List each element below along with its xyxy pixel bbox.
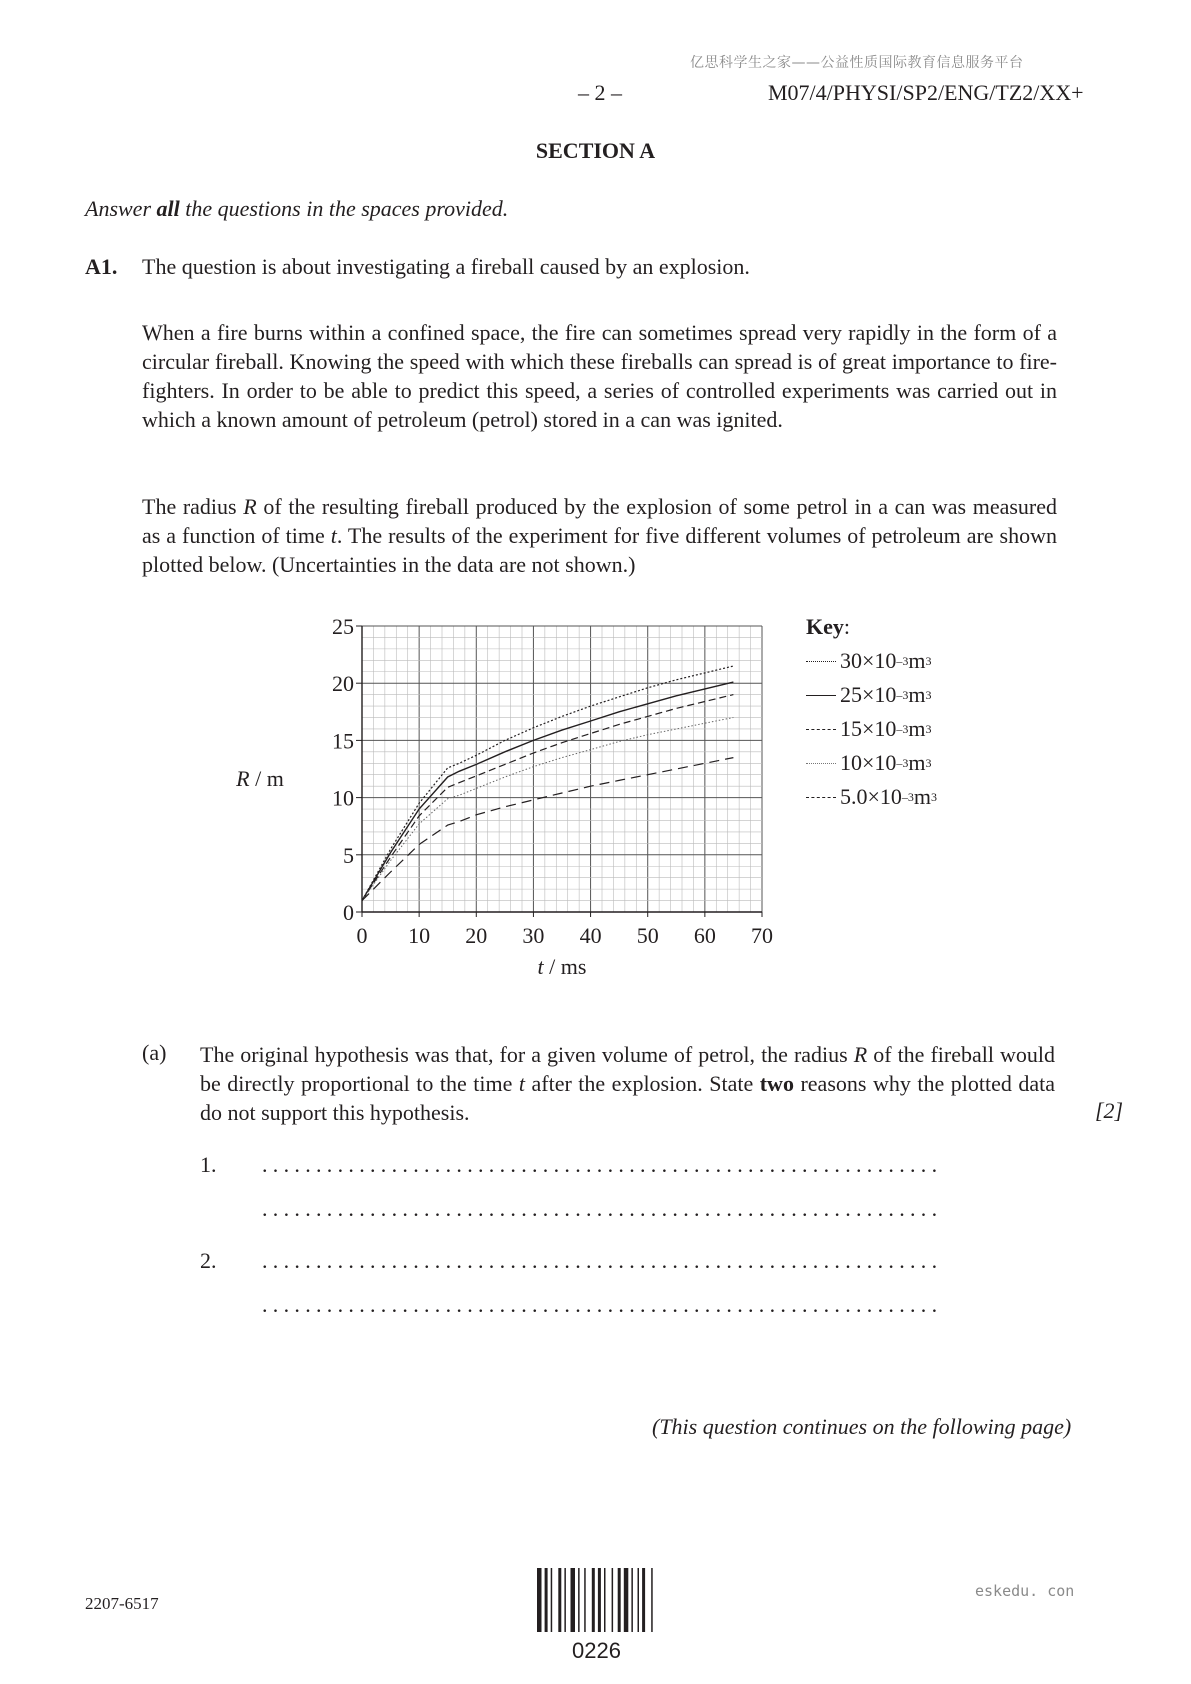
barcode-bar	[624, 1568, 629, 1632]
answer-number-1: 1.	[200, 1152, 217, 1177]
barcode-bar	[604, 1568, 606, 1632]
line-swatch-icon	[806, 763, 836, 764]
site-watermark: eskedu. con	[975, 1582, 1075, 1600]
answer-line[interactable]: ...............................................................	[262, 1248, 943, 1273]
barcode-bar	[642, 1568, 645, 1632]
barcode-bar	[631, 1568, 633, 1632]
part-a-label: (a)	[142, 1040, 167, 1065]
line-swatch-icon	[806, 797, 836, 798]
chart-grid	[362, 626, 762, 912]
barcode-bar	[564, 1568, 566, 1632]
series-line-5	[362, 758, 733, 901]
key-item-5: 5.0×10 –3 m 3	[806, 784, 937, 810]
y-tick-label: 15	[332, 728, 354, 754]
barcode-bar	[618, 1568, 621, 1632]
chart-svg	[200, 610, 800, 990]
paper-code: M07/4/PHYSI/SP2/ENG/TZ2/XX+	[768, 80, 1084, 105]
question-number: A1.	[85, 254, 118, 279]
y-tick-label: 10	[332, 785, 354, 811]
footer-code: 2207-6517	[85, 1594, 159, 1613]
barcode-icon	[537, 1568, 667, 1637]
x-tick-label: 50	[636, 923, 659, 948]
key-item-15: 15×10 –3 m 3	[806, 716, 932, 742]
barcode-bar	[612, 1568, 614, 1632]
barcode-bar	[545, 1568, 548, 1632]
barcode-number: 0226	[572, 1638, 621, 1663]
barcode-bar	[558, 1568, 561, 1632]
x-tick-label: 40	[579, 923, 602, 948]
question-paragraph-2: The radius R of the resulting fireball produced by the explosion of some petrol in a can was measured as a function of time t. The results of the experiment for five different volumes of petroleum are shown plotted below. (Uncertainties in the data are not shown.)	[142, 494, 1057, 577]
series-line-2	[362, 682, 733, 901]
x-tick-label: 70	[751, 923, 773, 948]
line-swatch-icon	[806, 729, 836, 730]
fireball-chart	[200, 610, 800, 995]
key-item-10: 10×10 –3 m 3	[806, 750, 932, 776]
y-tick-label: 0	[343, 900, 354, 925]
section-title: SECTION A	[535, 138, 656, 163]
question-intro: The question is about investigating a fireball caused by an explosion.	[142, 254, 750, 279]
key-title: Key:	[806, 614, 851, 639]
x-tick-label: 0	[356, 923, 368, 948]
x-tick-label: 60	[693, 923, 716, 948]
y-tick-label: 25	[332, 614, 354, 639]
watermark-text: 亿思科学生之家——公益性质国际教育信息服务平台	[690, 55, 1024, 71]
answer-line[interactable]: ...............................................................	[262, 1152, 943, 1177]
y-tick-label: 20	[332, 671, 354, 697]
question-paragraph-1: When a fire burns within a confined space, the fire can sometimes spread very rapidly in the form of a circular fireball. Knowing the speed with which these fireballs can spread is of great importance to fire-fighters. In order to be able to predict this speed, a series of controlled experiments was carried out in which a known amount of petroleum (petrol) stored in a can was ignited.	[142, 320, 1057, 432]
marks-indicator: [2]	[1095, 1098, 1124, 1123]
answer-line[interactable]: ...............................................................	[262, 1196, 943, 1221]
part-a-text: The original hypothesis was that, for a given volume of petrol, the radius R of the fireball would be directly proportional to the time t after the explosion. State two reasons why the plotted data do not support this hypothesis.	[200, 1042, 1055, 1125]
barcode-bar	[598, 1568, 601, 1632]
key-item-30: 30×10 –3 m 3	[806, 648, 932, 674]
barcode-bar	[651, 1568, 653, 1632]
barcode-bar	[592, 1568, 595, 1632]
barcode-bar	[551, 1568, 553, 1632]
barcode-bar	[584, 1568, 586, 1632]
x-tick-label: 10	[408, 923, 431, 948]
answer-line[interactable]: ...............................................................	[262, 1292, 943, 1317]
line-swatch-icon	[806, 661, 836, 662]
answer-number-2: 2.	[200, 1248, 217, 1273]
barcode-bar	[578, 1568, 580, 1632]
y-tick-label: 5	[343, 842, 354, 868]
y-axis-label: R / m	[236, 766, 284, 791]
chart-series	[362, 666, 733, 901]
chart-axes	[332, 614, 773, 948]
x-tick-label: 30	[522, 923, 545, 948]
series-line-1	[362, 666, 733, 901]
page-number: – 2 –	[578, 80, 622, 105]
instruction: Answer all the questions in the spaces provided.	[85, 196, 509, 221]
continues-note: (This question continues on the following page)	[652, 1414, 1072, 1439]
barcode-bar	[571, 1568, 576, 1632]
x-axis-label: t / ms	[537, 954, 587, 979]
line-swatch-icon	[806, 695, 836, 696]
key-item-25: 25×10 –3 m 3	[806, 682, 932, 708]
x-tick-label: 20	[465, 923, 488, 948]
barcode-bar	[638, 1568, 640, 1632]
barcode-bar	[537, 1568, 542, 1632]
